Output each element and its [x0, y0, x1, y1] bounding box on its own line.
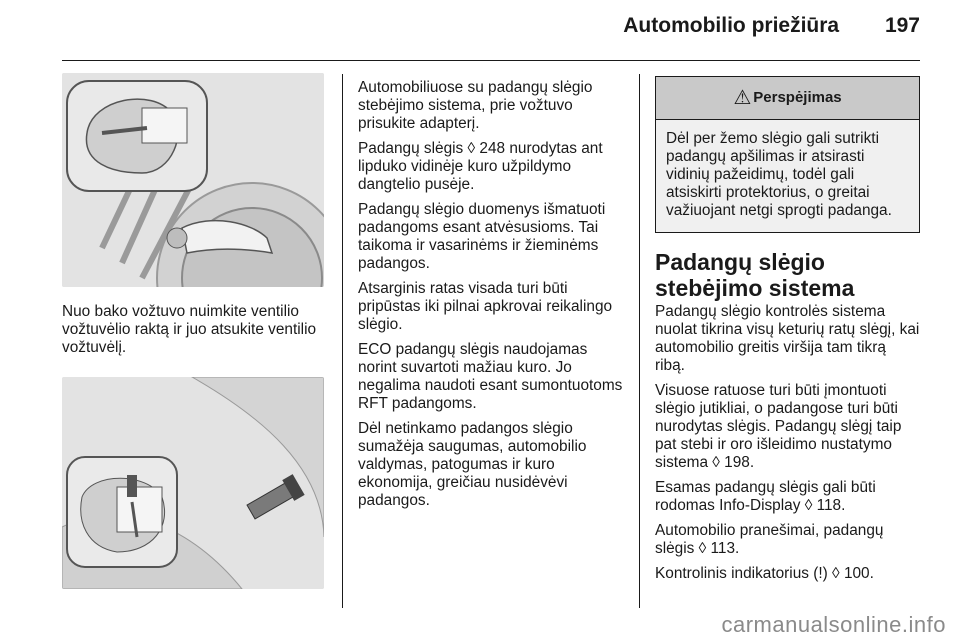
paragraph: Padangų slėgio kontrolės sistema nuolat tikrina visų keturių ratų slėgį, kai automobilio greitis viršija tam tikrą ribą. — [655, 303, 920, 374]
column-left — [62, 73, 326, 589]
paragraph: Automobilio pranešimai, padangų slėgis ◊ 113. — [655, 522, 884, 557]
watermark: carmanualsonline.info — [721, 612, 946, 637]
paragraph: Esamas padangų slėgis gali būti rodomas Info-Display ◊ 118. — [655, 479, 876, 514]
column-divider-2 — [639, 74, 640, 608]
paragraph: Automobiliuose su padangų slėgio stebėjimo sistema, prie vožtuvo prisukite adapterį. — [358, 79, 593, 132]
warning-box — [655, 76, 920, 233]
warning-title: Perspėjimas — [753, 89, 842, 106]
figure-caption: Nuo bako vožtuvo nuimkite ventilio vožtuvėlio raktą ir juo atsukite ventilio vožtuvėlį. — [62, 303, 317, 356]
section-heading: Padangų slėgio stebėjimo sistema — [655, 249, 855, 301]
section-title: Automobilio priežiūra — [623, 14, 840, 37]
paragraph: Visuose ratuose turi būti įmontuoti slėgio jutikliai, o padangose turi būti nurodytas slėgis. Padangų slėgį taip pat stebi ir oro išleidimo nustatymo sistema ◊ 198. — [655, 382, 902, 471]
paragraph: Padangų slėgio duomenys išmatuoti padangoms esant atvėsusioms. Tai taikoma ir vasarinėms ir žieminėms padangos. — [358, 201, 606, 272]
warning-header — [656, 77, 919, 120]
paragraph: Padangų slėgis ◊ 248 nurodytas ant lipduko vidinėje kuro užpildymo dangtelio pusėje. — [358, 140, 603, 193]
paragraph: Atsarginis ratas visada turi būti pripūstas iki pilnai apkrovai reikalingo slėgio. — [358, 280, 613, 333]
column-middle — [358, 79, 628, 517]
figure-fuel-cap — [62, 73, 324, 287]
paragraph: Kontrolinis indikatorius (!) ◊ 100. — [655, 565, 874, 582]
figure-tire-valve — [62, 377, 324, 589]
warning-triangle-icon: ⚠ — [733, 87, 752, 109]
column-divider-1 — [342, 74, 343, 608]
header-rule — [62, 60, 920, 61]
column-right — [655, 76, 920, 590]
tire-valve-adapter-illustration — [62, 377, 324, 589]
paragraph: Dėl netinkamo padangos slėgio sumažėja saugumas, automobilio valdymas, patogumas ir kuro ekonomija, greičiau nusidėvėvi padangos. — [358, 420, 587, 509]
page-header — [623, 14, 920, 38]
fuel-cap-valve-tool-illustration — [62, 73, 324, 287]
warning-text: Dėl per žemo slėgio gali sutrikti padangų apšilimas ir atsirasti vidinių pažeidimų, todėl gali atsiskirti protektorius, o greitai važiuojant netgi sprogti padanga. — [666, 130, 892, 219]
page-number: 197 — [884, 14, 920, 37]
paragraph: ECO padangų slėgis naudojamas norint suvartoti mažiau kuro. Jo negalima naudoti esant sumontuotoms RFT padangoms. — [358, 341, 623, 412]
